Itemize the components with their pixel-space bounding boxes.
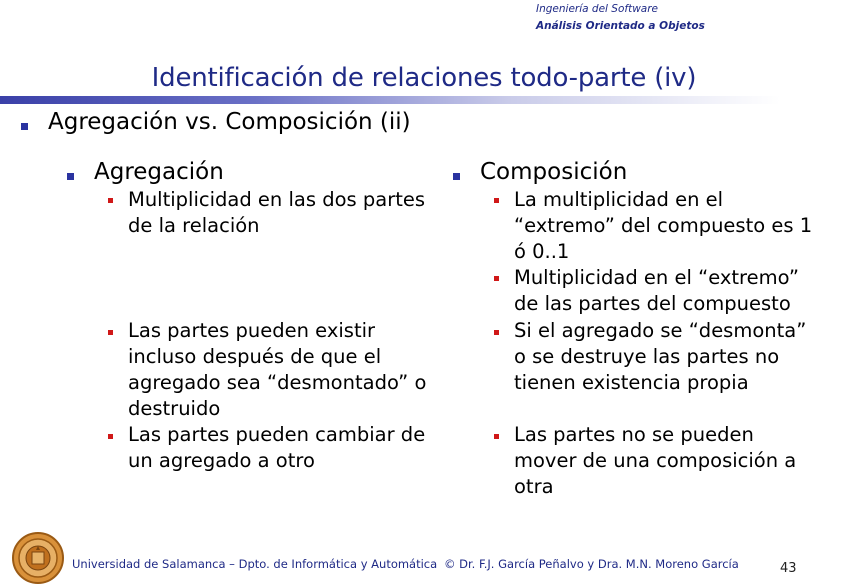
title-underline	[0, 96, 848, 104]
level1-text: Agregación vs. Composición (ii)	[48, 109, 411, 135]
right-item-1: La multiplicidad en el “extremo” del compuesto es 1 ó 0..1	[514, 188, 813, 263]
left-heading: Agregación	[94, 159, 224, 185]
university-seal-icon	[12, 532, 64, 584]
bullet-marker	[494, 434, 499, 439]
course-name: Ingeniería del Software	[536, 3, 658, 15]
bullet-marker	[108, 434, 113, 439]
footer-institution: Universidad de Salamanca – Dpto. de Informática y Automática	[72, 557, 438, 571]
bullet-marker	[108, 198, 113, 203]
left-item-1: Multiplicidad en las dos partes de la relación	[128, 188, 426, 237]
footer-copyright: © Dr. F.J. García Peñalvo y Dra. M.N. Moreno García	[444, 557, 739, 571]
bullet-marker	[21, 123, 28, 130]
bullet-marker	[494, 276, 499, 281]
right-item-4: Las partes no se pueden mover de una composición a otra	[514, 423, 797, 498]
left-item-2: Las partes pueden existir incluso después de que el agregado sea “desmontado” o destruido	[128, 319, 427, 420]
right-heading: Composición	[480, 159, 628, 185]
module-name: Análisis Orientado a Objetos	[536, 20, 705, 32]
bullet-marker	[67, 173, 74, 180]
bullet-marker	[453, 173, 460, 180]
right-item-3: Si el agregado se “desmonta” o se destruye las partes no tienen existencia propia	[514, 319, 807, 394]
bullet-marker	[108, 330, 113, 335]
right-item-2: Multiplicidad en el “extremo” de las partes del compuesto	[514, 266, 799, 315]
bullet-marker	[494, 330, 499, 335]
left-item-3: Las partes pueden cambiar de un agregado a otro	[128, 423, 426, 472]
slide-title: Identificación de relaciones todo-parte (iv)	[151, 63, 697, 93]
page-number: 43	[780, 561, 797, 576]
bullet-marker	[494, 198, 499, 203]
